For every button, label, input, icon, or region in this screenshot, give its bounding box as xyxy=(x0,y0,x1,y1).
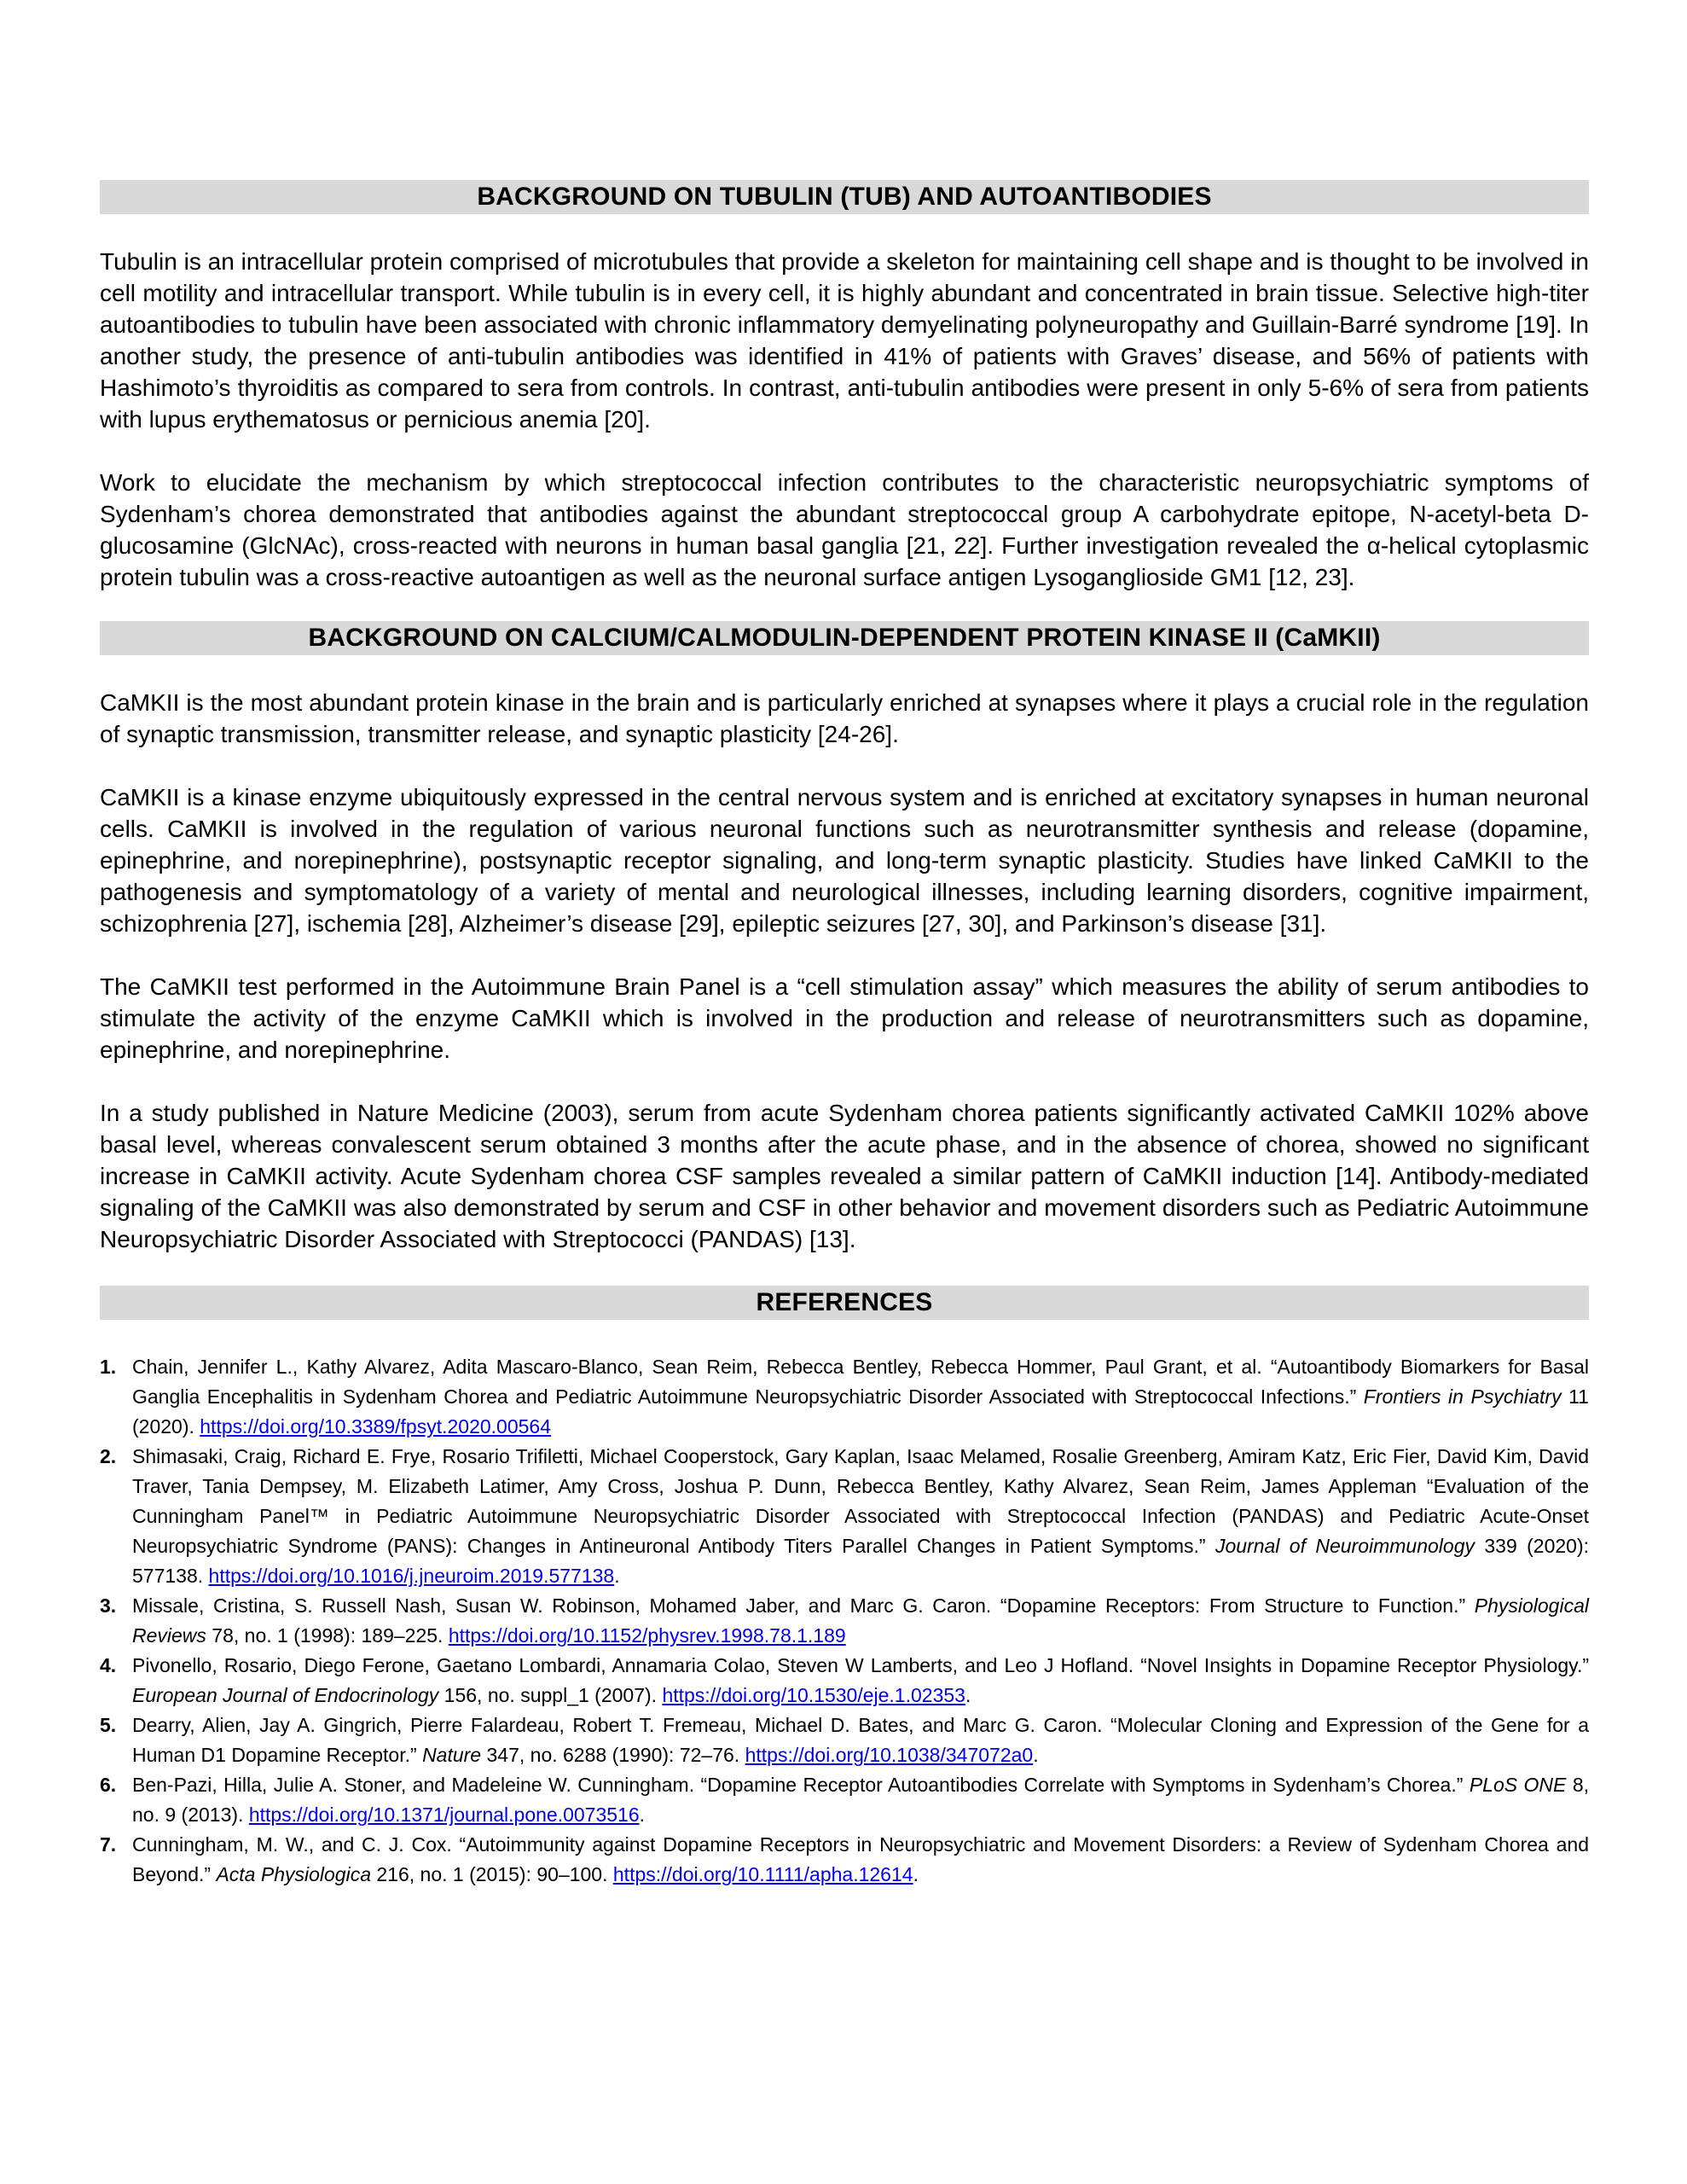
reference-text: . xyxy=(614,1565,620,1587)
paragraph-camkii-1: CaMKII is the most abundant protein kinase in the brain and is particularly enriched at synapses where it plays a crucial role in the regulation of synaptic transmission, transmitter release, and synaptic plasticity [24-26]. xyxy=(100,689,1589,747)
reference-text: 8, no. 9 (2013). xyxy=(132,1774,1590,1826)
doi-link[interactable]: https://doi.org/10.1038/347072a0 xyxy=(745,1744,1034,1766)
section-header-camkii: BACKGROUND ON CALCIUM/CALMODULIN-DEPENDENT PROTEIN KINASE II (CaMKII) xyxy=(100,621,1589,655)
doi-link[interactable]: https://doi.org/10.1371/journal.pone.0073516 xyxy=(248,1804,640,1826)
journal-name: PLoS ONE xyxy=(1469,1774,1567,1796)
reference-text: Missale, Cristina, S. Russell Nash, Susan W. Robinson, Mohamed Jaber, and Marc G. Caron. “Dopamine Receptors: From Structure to Function.” xyxy=(132,1594,1475,1617)
journal-name: European Journal of Endocrinology xyxy=(132,1684,439,1706)
reference-number: 7. xyxy=(100,1833,117,1856)
reference-text: 347, no. 6288 (1990): 72–76. xyxy=(481,1744,745,1766)
reference-text: 11 (2020). xyxy=(132,1385,1589,1438)
reference-text: 216, no. 1 (2015): 90–100. xyxy=(371,1863,613,1885)
document-content xyxy=(100,0,1589,1890)
reference-text: . xyxy=(639,1804,646,1826)
reference-item xyxy=(100,1711,1589,1770)
journal-name: Acta Physiologica xyxy=(216,1863,371,1885)
reference-text: Shimasaki, Craig, Richard E. Frye, Rosario Trifiletti, Michael Cooperstock, Gary Kaplan, Isaac Melamed, Rosalie Greenberg, Amiram Katz, Eric Fier, David Kim, David Traver, Tania Dempsey, M. Elizabeth Latimer, Amy Cross, Joshua P. Dunn, Rebecca Bentley, Kathy Alvarez, Sean Reim, James Appleman “Evaluation of the Cunningham Panel™ in Pediatric Autoimmune Neuropsychiatric Disorder Associated with Streptococcal Infection (PANDAS) and Pediatric Acute-Onset Neuropsychiatric Syndrome (PANS): Changes in Antineuronal Antibody Titers Parallel Changes in Patient Symptoms.” xyxy=(132,1445,1589,1557)
references-list xyxy=(100,1352,1589,1890)
doi-link[interactable]: https://doi.org/10.3389/fpsyt.2020.00564 xyxy=(200,1415,552,1438)
reference-text: . xyxy=(913,1863,919,1885)
doi-link[interactable]: https://doi.org/10.1152/physrev.1998.78.1.189 xyxy=(448,1624,846,1647)
reference-text: Pivonello, Rosario, Diego Ferone, Gaetano Lombardi, Annamaria Colao, Steven W Lamberts, and Leo J Hofland. “Novel Insights in Dopamine Receptor Physiology.” xyxy=(132,1654,1589,1676)
reference-item xyxy=(100,1442,1589,1591)
reference-text: . xyxy=(1033,1744,1039,1766)
reference-item xyxy=(100,1352,1589,1442)
reference-text: 156, no. suppl_1 (2007). xyxy=(438,1684,663,1706)
journal-name: Frontiers in Psychiatry xyxy=(1363,1385,1562,1408)
reference-text: Cunningham, M. W., and C. J. Cox. “Autoimmunity against Dopamine Receptors in Neuropsychiatric and Movement Disorders: a Review of Sydenham Chorea and Beyond.” xyxy=(132,1833,1589,1885)
reference-number: 1. xyxy=(100,1356,117,1378)
section-header-references: REFERENCES xyxy=(100,1286,1589,1320)
reference-item xyxy=(100,1830,1589,1890)
reference-text: Ben-Pazi, Hilla, Julie A. Stoner, and Madeleine W. Cunningham. “Dopamine Receptor Autoantibodies Correlate with Symptoms in Sydenham’s Chorea.” xyxy=(132,1774,1470,1796)
doi-link[interactable]: https://doi.org/10.1111/apha.12614 xyxy=(612,1863,913,1885)
reference-number: 3. xyxy=(100,1594,117,1617)
reference-number: 6. xyxy=(100,1774,117,1796)
reference-item xyxy=(100,1651,1589,1711)
reference-text: 78, no. 1 (1998): 189–225. xyxy=(206,1624,449,1647)
paragraph-camkii-2: CaMKII is a kinase enzyme ubiquitously expressed in the central nervous system and is enriched at excitatory synapses in human neuronal cells. CaMKII is involved in the regulation of various neuronal functions such as neurotransmitter synthesis and release (dopamine, epinephrine, and norepinephrine), postsynaptic receptor signaling, and long-term synaptic plasticity. Studies have linked CaMKII to the pathogenesis and symptomatology of a variety of mental and neurological illnesses, including learning disorders, cognitive impairment, schizophrenia [27], ischemia [28], Alzheimer’s disease [29], epileptic seizures [27, 30], and Parkinson’s disease [31]. xyxy=(100,784,1589,937)
paragraph-tubulin-1: Tubulin is an intracellular protein comprised of microtubules that provide a skeleton for maintaining cell shape and is thought to be involved in cell motility and intracellular transport. While tubulin is in every cell, it is highly abundant and concentrated in brain tissue. Selective high-titer autoantibodies to tubulin have been associated with chronic inflammatory demyelinating polyneuropathy and Guillain-Barré syndrome [19]. In another study, the presence of anti-tubulin antibodies was identified in 41% of patients with Graves’ disease, and 56% of patients with Hashimoto’s thyroiditis as compared to sera from controls. In contrast, anti-tubulin antibodies were present in only 5-6% of sera from patients with lupus erythematosus or pernicious anemia [20]. xyxy=(100,248,1589,433)
paragraph-camkii-3: The CaMKII test performed in the Autoimmune Brain Panel is a “cell stimulation assay” which measures the ability of serum antibodies to stimulate the activity of the enzyme CaMKII which is involved in the production and release of neurotransmitters such as dopamine, epinephrine, and norepinephrine. xyxy=(100,973,1589,1063)
section-header-tubulin: BACKGROUND ON TUBULIN (TUB) AND AUTOANTIBODIES xyxy=(100,180,1589,214)
doi-link[interactable]: https://doi.org/10.1530/eje.1.02353 xyxy=(662,1684,965,1706)
reference-text: Dearry, Alien, Jay A. Gingrich, Pierre Falardeau, Robert T. Fremeau, Michael D. Bates, and Marc G. Caron. “Molecular Cloning and Expression of the Gene for a Human D1 Dopamine Receptor.” xyxy=(132,1714,1589,1766)
journal-name: Physiological Reviews xyxy=(132,1594,1589,1647)
reference-text: . xyxy=(965,1684,971,1706)
paragraph-tubulin-2: Work to elucidate the mechanism by which streptococcal infection contributes to the characteristic neuropsychiatric symptoms of Sydenham’s chorea demonstrated that antibodies against the abundant streptococcal group A carbohydrate epitope, N-acetyl-beta D-glucosamine (GlcNAc), cross-reacted with neurons in human basal ganglia [21, 22]. Further investigation revealed the α-helical cytoplasmic protein tubulin was a cross-reactive autoantigen as well as the neuronal surface antigen Lysoganglioside GM1 [12, 23]. xyxy=(100,469,1589,590)
journal-name: Nature xyxy=(422,1744,482,1766)
paragraph-camkii-4: In a study published in Nature Medicine (2003), serum from acute Sydenham chorea patients significantly activated CaMKII 102% above basal level, whereas convalescent serum obtained 3 months after the acute phase, and in the absence of chorea, showed no significant increase in CaMKII activity. Acute Sydenham chorea CSF samples revealed a similar pattern of CaMKII induction [14]. Antibody-mediated signaling of the CaMKII was also demonstrated by serum and CSF in other behavior and movement disorders such as Pediatric Autoimmune Neuropsychiatric Disorder Associated with Streptococci (PANDAS) [13]. xyxy=(100,1100,1589,1252)
journal-name: Journal of Neuroimmunology xyxy=(1215,1535,1475,1557)
reference-item xyxy=(100,1770,1589,1830)
reference-item xyxy=(100,1591,1589,1651)
reference-number: 4. xyxy=(100,1654,117,1676)
reference-text: 339 (2020): 577138. xyxy=(132,1535,1589,1587)
reference-number: 5. xyxy=(100,1714,117,1736)
reference-text: Chain, Jennifer L., Kathy Alvarez, Adita Mascaro-Blanco, Sean Reim, Rebecca Bentley, Rebecca Hommer, Paul Grant, et al. “Autoantibody Biomarkers for Basal Ganglia Encephalitis in Sydenham Chorea and Pediatric Autoimmune Neuropsychiatric Disorder Associated with Streptococcal Infections.” xyxy=(132,1356,1589,1408)
doi-link[interactable]: https://doi.org/10.1016/j.jneuroim.2019.577138 xyxy=(208,1565,615,1587)
reference-number: 2. xyxy=(100,1445,117,1467)
